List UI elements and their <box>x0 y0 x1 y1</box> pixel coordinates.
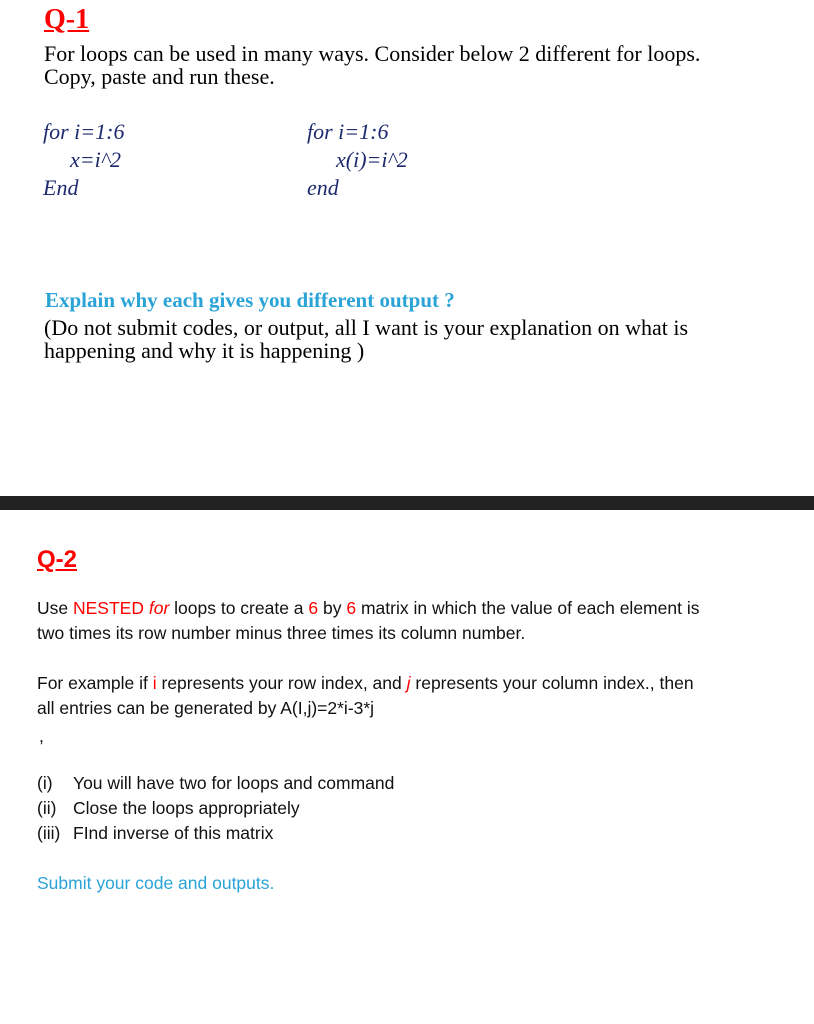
q1-title: Q-1 <box>44 4 90 35</box>
p2-text-2: represents your row index, and <box>156 673 407 693</box>
list-item-text: You will have two for loops and command <box>73 773 395 793</box>
q2-title: Q-2 <box>37 546 78 573</box>
q1-question: Explain why each gives you different output ? <box>45 288 455 312</box>
q2-paragraph-1-line-2: two times its row number minus three times its column number. <box>37 623 526 643</box>
row-index-var: i <box>152 673 157 693</box>
submit-instruction: Submit your code and outputs. <box>37 873 275 893</box>
q2-paragraph-1-line-1 <box>37 598 699 619</box>
section-divider <box>0 496 814 510</box>
p1-text-1: Use <box>37 598 73 618</box>
list-item-number: (ii) <box>37 798 57 818</box>
list-item-number: (i) <box>37 773 53 793</box>
q2-paragraph-2-line-2: all entries can be generated by A(I,j)=2*i-3*j <box>37 698 375 718</box>
nested-keyword: NESTED <box>72 598 149 618</box>
list-item-text: FInd inverse of this matrix <box>73 823 274 843</box>
list-item-number: (iii) <box>37 823 61 843</box>
matrix-rows: 6 <box>308 598 319 618</box>
q1-note-line-1: (Do not submit codes, or output, all I want is your explanation on what is <box>44 315 689 340</box>
col-index-var: j <box>406 673 411 693</box>
loop-b-line-1: for i=1:6 <box>307 119 389 144</box>
list-item-text: Close the loops appropriately <box>73 798 300 818</box>
loop-a-line-1: for i=1:6 <box>43 119 125 144</box>
loop-a-line-3: End <box>43 175 79 200</box>
q2-paragraph-2-line-1 <box>37 673 694 694</box>
loop-b-line-2: x(i)=i^2 <box>336 147 408 172</box>
q1-intro-line-2: Copy, paste and run these. <box>44 64 275 89</box>
p2-text-1: For example if <box>37 673 153 693</box>
q1-intro-line-1: For loops can be used in many ways. Consider below 2 different for loops. <box>44 41 701 66</box>
list-item <box>37 823 273 844</box>
p1-text-4: matrix in which the value of each element is <box>356 598 700 618</box>
p2-text-3: represents your column index., then <box>410 673 694 693</box>
stray-comma: , <box>39 726 44 746</box>
loop-b-line-3: end <box>307 175 339 200</box>
q1-note-line-2: happening and why it is happening ) <box>44 338 365 363</box>
matrix-cols: 6 <box>346 598 357 618</box>
p1-text-3: by <box>318 598 347 618</box>
for-keyword: for <box>148 598 170 618</box>
list-item <box>37 798 300 819</box>
p1-text-2: loops to create a <box>169 598 309 618</box>
list-item <box>37 773 394 794</box>
loop-a-line-2: x=i^2 <box>70 147 122 172</box>
